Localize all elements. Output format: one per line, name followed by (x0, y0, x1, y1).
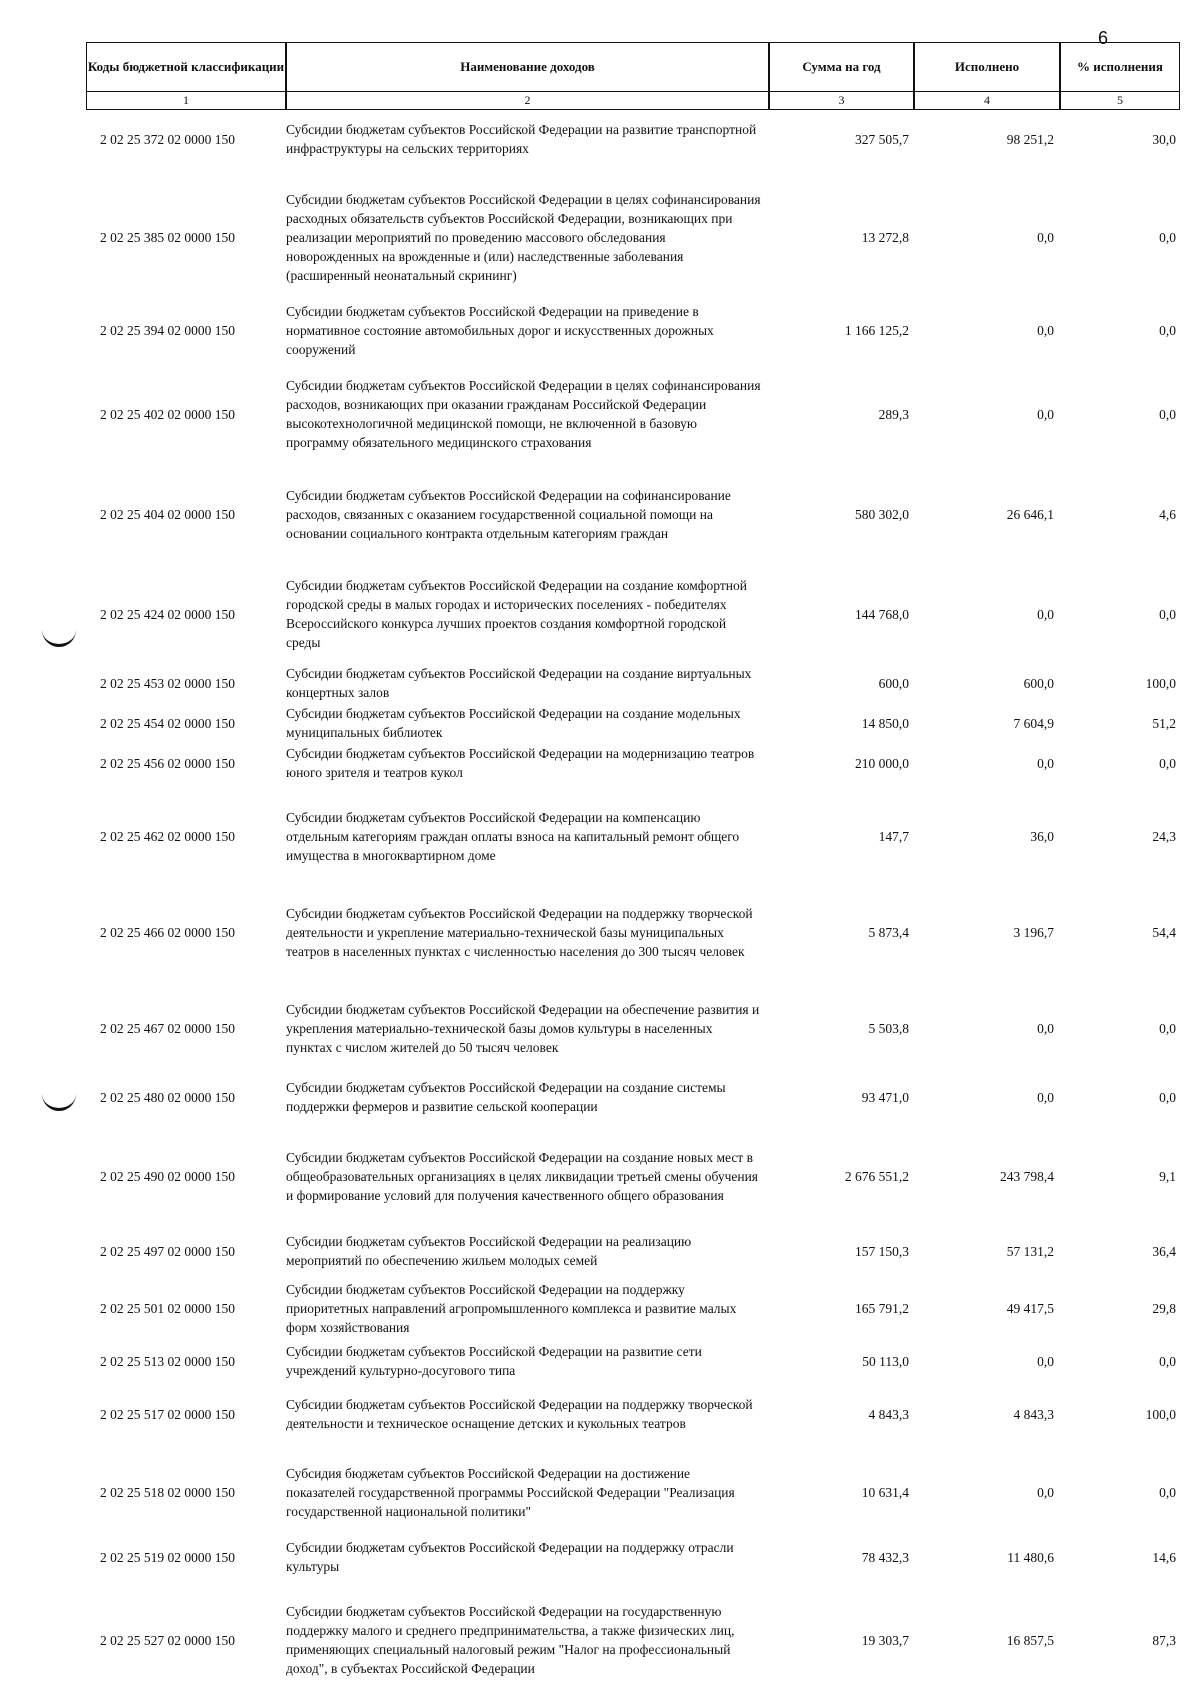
row-percent: 36,4 (1152, 1243, 1176, 1259)
row-sum: 289,3 (878, 406, 909, 422)
row-sum: 13 272,8 (861, 229, 909, 245)
row-percent: 100,0 (1145, 1406, 1176, 1422)
table-row (86, 1078, 1180, 1116)
table-row (86, 1278, 1180, 1338)
row-done: 0,0 (1037, 606, 1054, 622)
row-done: 57 131,2 (1006, 1243, 1054, 1259)
column-header-done: Исполнено (914, 42, 1060, 92)
row-name: Субсидии бюджетам субъектов Российской Федерации на развитие транспортной инфраструктуры на сельских территориях (286, 122, 757, 156)
row-done: 0,0 (1037, 755, 1054, 771)
page-number: 6 (1098, 28, 1109, 48)
row-done: 0,0 (1037, 229, 1054, 245)
row-percent: 0,0 (1159, 1484, 1176, 1500)
row-done: 16 857,5 (1006, 1632, 1054, 1648)
table-row (86, 366, 1180, 462)
row-sum: 5 873,4 (868, 924, 909, 940)
row-sum: 600,0 (878, 675, 909, 691)
row-name: Субсидии бюджетам субъектов Российской Федерации на приведение в нормативное состояние автомобильных дорог и искусственных дорожных сооружений (286, 303, 714, 357)
row-code: 2 02 25 501 02 0000 150 (100, 1300, 235, 1316)
row-sum: 210 000,0 (855, 755, 909, 771)
row-code: 2 02 25 513 02 0000 150 (100, 1353, 235, 1369)
row-sum: 1 166 125,2 (844, 322, 909, 338)
row-code: 2 02 25 527 02 0000 150 (100, 1632, 235, 1648)
row-done: 4 843,3 (1013, 1406, 1054, 1422)
row-name: Субсидии бюджетам субъектов Российской Федерации на поддержку отрасли культуры (286, 1540, 734, 1574)
row-name: Субсидии бюджетам субъектов Российской Федерации на создание комфортной городской среды в малых городах и исторических поселениях - победителях Всероссийского конкурса лучших проектов создания комфортной городской среды (286, 578, 747, 650)
row-sum: 50 113,0 (862, 1353, 909, 1369)
row-code: 2 02 25 402 02 0000 150 (100, 406, 235, 422)
row-percent: 87,3 (1152, 1632, 1176, 1648)
row-done: 49 417,5 (1006, 1300, 1054, 1316)
row-done: 0,0 (1037, 1484, 1054, 1500)
row-sum: 4 843,3 (868, 1406, 909, 1422)
margin-mark (42, 1094, 76, 1111)
row-percent: 0,0 (1159, 1020, 1176, 1036)
row-code: 2 02 25 453 02 0000 150 (100, 675, 235, 691)
row-name: Субсидии бюджетам субъектов Российской Федерации на поддержку творческой деятельности и укрепление материально-технической базы муниципальных театров в населенных пунктах с численностью населения до 300 тысяч человек (286, 905, 753, 959)
row-percent: 100,0 (1145, 675, 1176, 691)
column-header-percent: % исполнения (1060, 42, 1180, 92)
table-row (86, 980, 1180, 1076)
row-code: 2 02 25 518 02 0000 150 (100, 1484, 235, 1500)
table-row (86, 744, 1180, 782)
table-row (86, 1342, 1180, 1380)
table-row (86, 120, 1180, 158)
row-name: Субсидии бюджетам субъектов Российской Федерации на софинансирование расходов, связанных с оказанием государственной социальной помощи на основании социального контракта отдельным категориям граждан (286, 487, 731, 541)
table-row (86, 300, 1180, 360)
row-percent: 14,6 (1152, 1549, 1176, 1565)
row-percent: 0,0 (1159, 322, 1176, 338)
row-percent: 0,0 (1159, 1089, 1176, 1105)
row-done: 11 480,6 (1007, 1549, 1054, 1565)
table-row (86, 704, 1180, 742)
row-percent: 0,0 (1159, 1353, 1176, 1369)
row-sum: 10 631,4 (861, 1484, 909, 1500)
table-row (86, 570, 1180, 658)
row-done: 0,0 (1037, 1089, 1054, 1105)
row-name: Субсидии бюджетам субъектов Российской Федерации на компенсацию отдельным категориям граждан оплаты взноса на капитальный ремонт общего имущества в многоквартирном доме (286, 809, 740, 863)
row-done: 7 604,9 (1013, 715, 1054, 731)
row-percent: 0,0 (1159, 406, 1176, 422)
row-name: Субсидии бюджетам субъектов Российской Федерации на поддержку приоритетных направлений агропромышленного комплекса и развитие малых форм хозяйствования (286, 1281, 737, 1335)
row-name: Субсидии бюджетам субъектов Российской Федерации на обеспечение развития и укрепления материально-технической базы домов культуры в населенных пунктах с числом жителей до 50 тысяч человек (286, 1001, 760, 1055)
row-name: Субсидия бюджетам субъектов Российской Федерации на достижение показателей государственной программы Российской Федерации "Реализация государственной национальной политики" (286, 1465, 735, 1519)
row-sum: 327 505,7 (855, 131, 909, 147)
row-sum: 19 303,7 (861, 1632, 909, 1648)
row-sum: 147,7 (878, 828, 909, 844)
row-percent: 24,3 (1152, 828, 1176, 844)
row-name: Субсидии бюджетам субъектов Российской Федерации на поддержку творческой деятельности и техническое оснащение детских и кукольных театров (286, 1397, 753, 1431)
row-name: Субсидии бюджетам субъектов Российской Федерации на создание виртуальных концертных залов (286, 666, 752, 700)
row-code: 2 02 25 519 02 0000 150 (100, 1549, 235, 1565)
row-code: 2 02 25 372 02 0000 150 (100, 131, 235, 147)
margin-mark (42, 630, 76, 647)
row-percent: 0,0 (1159, 229, 1176, 245)
column-header-sum: Сумма на год (769, 42, 914, 92)
row-code: 2 02 25 497 02 0000 150 (100, 1243, 235, 1259)
row-code: 2 02 25 466 02 0000 150 (100, 924, 235, 940)
row-code: 2 02 25 404 02 0000 150 (100, 506, 235, 522)
column-number-3: 3 (769, 92, 914, 110)
table-row (86, 884, 1180, 980)
table-row (86, 798, 1180, 874)
row-done: 600,0 (1023, 675, 1054, 691)
column-number-4: 4 (914, 92, 1060, 110)
column-header-codes: Коды бюджетной классификации (86, 42, 286, 92)
row-code: 2 02 25 467 02 0000 150 (100, 1020, 235, 1036)
row-sum: 78 432,3 (861, 1549, 909, 1565)
row-name: Субсидии бюджетам субъектов Российской Федерации в целях софинансирования расходов, возникающих при оказании гражданам Российской Федерации высокотехнологичной медицинской помощи, не включенной в базовую программу обязательного медицинского страхования (286, 378, 761, 450)
row-percent: 51,2 (1152, 715, 1176, 731)
row-percent: 0,0 (1159, 606, 1176, 622)
row-sum: 5 503,8 (868, 1020, 909, 1036)
row-name: Субсидии бюджетам субъектов Российской Федерации на государственную поддержку малого и среднего предпринимательства, а также физических лиц, применяющих специальный налоговый режим "Налог на профессиональный доход", в субъектах Российской Федерации (286, 1604, 735, 1676)
table-row (86, 178, 1180, 296)
row-code: 2 02 25 456 02 0000 150 (100, 755, 235, 771)
column-number-1: 1 (86, 92, 286, 110)
table-row (86, 466, 1180, 562)
row-sum: 93 471,0 (861, 1089, 909, 1105)
row-percent: 29,8 (1152, 1300, 1176, 1316)
row-sum: 165 791,2 (855, 1300, 909, 1316)
row-sum: 2 676 551,2 (844, 1168, 909, 1184)
row-sum: 157 150,3 (855, 1243, 909, 1259)
row-done: 26 646,1 (1006, 506, 1054, 522)
row-done: 0,0 (1037, 1020, 1054, 1036)
table-row (86, 664, 1180, 702)
row-percent: 30,0 (1152, 131, 1176, 147)
column-number-2: 2 (286, 92, 769, 110)
table-row (86, 1384, 1180, 1444)
row-done: 0,0 (1037, 1353, 1054, 1369)
row-percent: 54,4 (1152, 924, 1176, 940)
row-name: Субсидии бюджетам субъектов Российской Федерации на создание модельных муниципальных библиотек (286, 706, 741, 740)
row-percent: 9,1 (1159, 1168, 1176, 1184)
row-name: Субсидии бюджетам субъектов Российской Федерации на модернизацию театров юного зрителя и театров кукол (286, 746, 755, 780)
row-done: 0,0 (1037, 322, 1054, 338)
row-done: 36,0 (1030, 828, 1054, 844)
row-code: 2 02 25 424 02 0000 150 (100, 606, 235, 622)
row-code: 2 02 25 394 02 0000 150 (100, 322, 235, 338)
row-code: 2 02 25 480 02 0000 150 (100, 1089, 235, 1105)
table-row (86, 1538, 1180, 1576)
row-code: 2 02 25 462 02 0000 150 (100, 828, 235, 844)
row-sum: 144 768,0 (855, 606, 909, 622)
row-done: 0,0 (1037, 406, 1054, 422)
row-name: Субсидии бюджетам субъектов Российской Федерации на развитие сети учреждений культурно-досугового типа (286, 1344, 702, 1378)
row-percent: 0,0 (1159, 755, 1176, 771)
row-name: Субсидии бюджетам субъектов Российской Федерации в целях софинансирования расходных обязательств субъектов Российской Федерации, возникающих при реализации мероприятий по проведению массового обследования новорожденных на врожденные и (или) наследственные заболевания (расширенный неонатальный скрининг) (286, 191, 761, 283)
row-code: 2 02 25 385 02 0000 150 (100, 229, 235, 245)
row-name: Субсидии бюджетам субъектов Российской Федерации на реализацию мероприятий по обеспечению жильем молодых семей (286, 1234, 692, 1268)
table-row (86, 1462, 1180, 1522)
table-row (86, 1582, 1180, 1698)
column-number-5: 5 (1060, 92, 1180, 110)
table-row (86, 1232, 1180, 1270)
row-name: Субсидии бюджетам субъектов Российской Федерации на создание системы поддержки фермеров и развитие сельской кооперации (286, 1080, 726, 1114)
row-done: 3 196,7 (1013, 924, 1054, 940)
column-header-name: Наименование доходов (286, 42, 769, 92)
table-header (86, 42, 1180, 112)
row-sum: 14 850,0 (861, 715, 909, 731)
row-percent: 4,6 (1159, 506, 1176, 522)
row-done: 98 251,2 (1006, 131, 1054, 147)
row-done: 243 798,4 (1000, 1168, 1054, 1184)
row-code: 2 02 25 517 02 0000 150 (100, 1406, 235, 1422)
table-row (86, 1128, 1180, 1224)
row-sum: 580 302,0 (855, 506, 909, 522)
row-name: Субсидии бюджетам субъектов Российской Федерации на создание новых мест в общеобразовательных организациях в целях ликвидации третьей смены обучения и формирование условий для получения качественного общего образования (286, 1149, 759, 1203)
row-code: 2 02 25 490 02 0000 150 (100, 1168, 235, 1184)
row-code: 2 02 25 454 02 0000 150 (100, 715, 235, 731)
